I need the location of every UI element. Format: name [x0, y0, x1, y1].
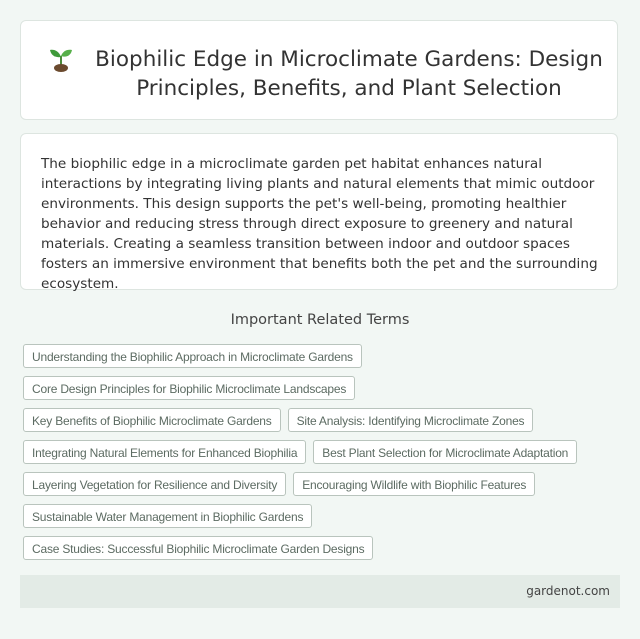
intro-card — [20, 133, 618, 290]
related-term-tag[interactable]: Key Benefits of Biophilic Microclimate Gardens — [23, 408, 281, 432]
related-term-tag[interactable]: Sustainable Water Management in Biophilic Gardens — [23, 504, 312, 528]
footer-bar — [20, 575, 620, 608]
related-terms-heading: Important Related Terms — [230, 312, 410, 328]
page-title: Biophilic Edge in Microclimate Gardens: Design Principles, Benefits, and Plant Selection — [95, 47, 603, 101]
related-term-tag[interactable]: Understanding the Biophilic Approach in Microclimate Gardens — [23, 344, 362, 368]
related-term-tag[interactable]: Site Analysis: Identifying Microclimate Zones — [288, 408, 534, 432]
related-term-tag[interactable]: Encouraging Wildlife with Biophilic Features — [293, 472, 535, 496]
intro-paragraph: The biophilic edge in a microclimate garden pet habitat enhances natural interactions by integrating living plants and natural elements that mimic outdoor environments. This design supports the pet's well-being, promoting healthier behavior and reducing stress through direct exposure to greenery and natural materials. Creating a seamless transition between indoor and outdoor spaces fosters an immersive environment that benefits both the pet and the surrounding ecosystem. — [41, 156, 598, 292]
title-card — [20, 20, 618, 120]
related-term-tag[interactable]: Integrating Natural Elements for Enhanced Biophilia — [23, 440, 306, 464]
sprout-icon — [49, 46, 73, 72]
related-terms-list — [23, 344, 613, 560]
related-term-tag[interactable]: Best Plant Selection for Microclimate Adaptation — [313, 440, 577, 464]
footer-site-link[interactable]: gardenot.com — [526, 584, 610, 598]
related-term-tag[interactable]: Layering Vegetation for Resilience and Diversity — [23, 472, 286, 496]
related-term-tag[interactable]: Case Studies: Successful Biophilic Microclimate Garden Designs — [23, 536, 373, 560]
related-term-tag[interactable]: Core Design Principles for Biophilic Microclimate Landscapes — [23, 376, 355, 400]
title-wrap — [49, 45, 603, 103]
